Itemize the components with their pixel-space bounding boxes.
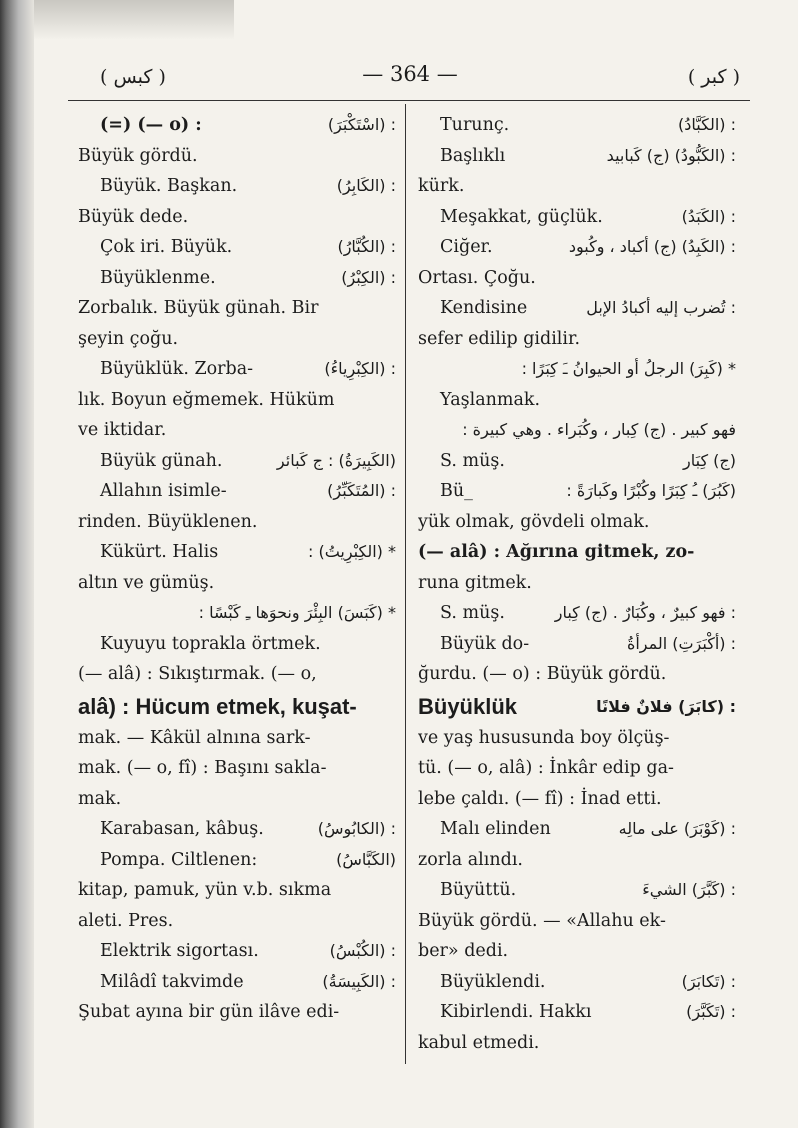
page-edge-shadow (34, 0, 234, 40)
arabic-headword: : (تَكَبَّرَ) (686, 1002, 736, 1021)
dictionary-line (418, 753, 736, 784)
arabic-headword: : (الكَابِرُ) (336, 176, 396, 195)
turkish-definition: Büyük dede. (78, 206, 189, 227)
turkish-definition: Elektrik sigortası. (100, 941, 259, 961)
turkish-definition: alâ) : Hücum etmek, kuşat- (78, 693, 357, 719)
turkish-definition: zorla alındı. (418, 849, 523, 870)
dictionary-line (78, 293, 396, 324)
turkish-definition: Kibirlendi. Hakkı (440, 1002, 592, 1022)
turkish-definition: Kendisine (440, 298, 528, 318)
arabic-headword: (ج) كِبَار (683, 450, 736, 470)
arabic-headword: : (الكَبَّادُ) (678, 115, 736, 134)
page-number: — 364 — (362, 62, 458, 86)
dictionary-line (78, 784, 396, 815)
turkish-definition: Büyük günah. (100, 450, 223, 471)
turkish-definition: Malı elinden (440, 819, 551, 839)
arabic-headword: (الكَبِيرَةُ) : ج كَبائر (276, 450, 396, 470)
dictionary-line (78, 659, 396, 690)
dictionary-line (418, 723, 736, 754)
dictionary-line (418, 845, 736, 876)
dictionary-line (418, 202, 736, 233)
arabic-headword: : فهو كبيرٌ ، وكُبَارٌ . (ج) كِبار (554, 603, 736, 622)
arabic-headword: : (اسْتَكْبَرَ) (327, 115, 396, 134)
arabic-headword: : (أكْبَرَتِ) المرأةُ (626, 633, 736, 653)
header-rule (68, 100, 750, 101)
dictionary-line (78, 629, 396, 660)
turkish-definition: Ciğer. (440, 237, 493, 257)
turkish-definition: rinden. Büyüklenen. (78, 511, 258, 532)
turkish-definition: Bü_ (440, 481, 473, 501)
turkish-definition: Büyük. Başkan. (100, 176, 238, 196)
dictionary-line (418, 629, 736, 660)
dictionary-line (418, 232, 736, 263)
turkish-definition: kabul etmedi. (418, 1032, 540, 1053)
dictionary-line (418, 141, 736, 172)
turkish-definition: mak. (78, 788, 122, 809)
dictionary-line (418, 814, 736, 845)
dictionary-line (78, 997, 396, 1028)
turkish-definition: Pompa. Ciltlenen: (100, 849, 258, 870)
dictionary-line (78, 906, 396, 937)
turkish-definition: Çok iri. Büyük. (100, 237, 233, 257)
page-header (70, 60, 750, 96)
dictionary-line (418, 476, 736, 507)
arabic-headword: : (الكِبْرُ) (341, 267, 396, 287)
arabic-headword: : (الكَبُّودُ) (ج) كَبابيد (606, 145, 736, 165)
dictionary-line (78, 936, 396, 967)
header-left-guideword: ( كبس ) (100, 66, 166, 88)
turkish-definition: ve yaş hususunda boy ölçüş- (418, 727, 670, 748)
turkish-definition: (— alâ) : Ağırına gitmek, zo- (418, 542, 695, 562)
dictionary-line (418, 537, 736, 568)
dictionary-line (418, 507, 736, 538)
dictionary-line (418, 906, 736, 937)
turkish-definition: aleti. Pres. (78, 910, 174, 931)
turkish-definition: Ortası. Çoğu. (418, 267, 536, 288)
turkish-definition: Kuyuyu toprakla örtmek. (100, 633, 321, 654)
turkish-definition: Allahın isimle- (100, 481, 227, 501)
dictionary-line: * (كَبَسَ) البِئْرَ ونحوَها ـِ كَبْسًا : (198, 603, 396, 622)
dictionary-line (78, 723, 396, 754)
turkish-definition: S. müş. (440, 603, 505, 623)
turkish-definition: runa gitmek. (418, 572, 532, 593)
turkish-definition: yük olmak, gövdeli olmak. (418, 511, 650, 532)
arabic-headword: : (كابَرَ) فلانٌ فلانًا (596, 696, 736, 716)
dictionary-line (418, 598, 736, 629)
dictionary-line (78, 415, 396, 446)
turkish-definition: Büyüttü. (440, 880, 517, 900)
arabic-headword: : (الكَبَدُ) (681, 206, 736, 226)
arabic-headword: (الكَبَّاسُ) (336, 849, 396, 869)
arabic-headword: : تُضرب إليه أكبادُ الإبل (586, 298, 736, 317)
turkish-definition: mak. — Kâkül alnına sark- (78, 727, 311, 748)
turkish-definition: Büyük do- (440, 633, 530, 654)
dictionary-line (78, 263, 396, 294)
turkish-definition: şeyin çoğu. (78, 328, 179, 349)
turkish-definition: kürk. (418, 176, 465, 196)
arabic-headword: : (الكابُوسُ) (317, 819, 396, 838)
arabic-headword: : (الكُبَّارُ) (337, 237, 396, 256)
turkish-definition: Kükürt. Halis (100, 542, 219, 562)
dictionary-line: * (كَبِرَ) الرجلُ أو الحيوانُ ـَ كِبَرًا : (521, 359, 736, 378)
dictionary-line (78, 354, 396, 385)
turkish-definition: Karabasan, kâbuş. (100, 819, 264, 839)
dictionary-line (78, 324, 396, 355)
dictionary-line (418, 1028, 736, 1059)
dictionary-line (418, 784, 736, 815)
turkish-definition: Büyüklendi. (440, 971, 546, 992)
turkish-definition: (— alâ) : Sıkıştırmak. (— o, (78, 664, 317, 684)
arabic-headword: * (الكِبْرِيتُ) : (307, 542, 396, 561)
arabic-headword: (كَبُرَ) ـُ كِبَرًا وكُبْرًا وكَبارَةً : (566, 481, 736, 500)
turkish-definition: lık. Boyun eğmemek. Hüküm (78, 389, 335, 410)
dictionary-line (78, 202, 396, 233)
turkish-definition: Zorbalık. Büyük günah. Bir (78, 298, 319, 318)
dictionary-line (78, 537, 396, 568)
turkish-definition: kitap, pamuk, yün v.b. sıkma (78, 880, 332, 900)
arabic-headword: : (تَكابَرَ) (681, 971, 736, 991)
arabic-headword: : (كَوْبَرَ) على مالِه (618, 819, 736, 838)
dictionary-line (418, 936, 736, 967)
dictionary-line (78, 446, 396, 477)
arabic-headword: : (الكَبِيسَةُ) (322, 971, 396, 991)
dictionary-line (78, 476, 396, 507)
dictionary-line (418, 967, 736, 998)
dictionary-line (78, 171, 396, 202)
column-divider (405, 104, 406, 1064)
dictionary-line (78, 690, 396, 723)
book-spine-shadow (0, 0, 34, 1128)
dictionary-line (418, 446, 736, 477)
dictionary-line (78, 507, 396, 538)
turkish-definition: Meşakkat, güçlük. (440, 206, 603, 227)
turkish-definition: Büyüklük. Zorba- (100, 359, 254, 379)
dictionary-line (418, 171, 736, 202)
dictionary-line (78, 845, 396, 876)
dictionary-line (78, 110, 396, 141)
dictionary-line (418, 324, 736, 355)
turkish-definition: mak. (— o, fî) : Başını sakla- (78, 758, 327, 778)
turkish-definition: Büyük gördü. — «Allahu ek- (418, 910, 666, 931)
arabic-headword: : (كَبَّرَ) الشيءَ (642, 880, 736, 899)
turkish-definition: Yaşlanmak. (440, 389, 541, 410)
turkish-definition: (=) (— o) : (100, 115, 202, 135)
dictionary-line (418, 659, 736, 690)
header-right-guideword: ( كبر ) (687, 66, 740, 88)
turkish-definition: ğurdu. (— o) : Büyük gördü. (418, 664, 667, 684)
dictionary-line (78, 385, 396, 416)
dictionary-line (418, 875, 736, 906)
turkish-definition: Turunç. (440, 115, 510, 135)
dictionary-line (78, 814, 396, 845)
dictionary-line (418, 690, 736, 723)
dictionary-line (418, 997, 736, 1028)
arabic-headword: : (الكِبْرِياءُ) (324, 359, 396, 378)
turkish-definition: Şubat ayına bir gün ilâve edi- (78, 1002, 340, 1022)
turkish-definition: Büyük gördü. (78, 145, 198, 166)
turkish-definition: lebe çaldı. (— fî) : İnad etti. (418, 788, 662, 809)
dictionary-line (418, 110, 736, 141)
dictionary-line (78, 232, 396, 263)
dictionary-line (418, 293, 736, 324)
dictionary-line (78, 753, 396, 784)
turkish-definition: altın ve gümüş. (78, 572, 215, 593)
arabic-headword: : (المُتَكَبِّرُ) (327, 481, 396, 500)
turkish-definition: ve iktidar. (78, 420, 167, 440)
right-column (418, 110, 736, 1058)
turkish-definition: Milâdî takvimde (100, 971, 244, 992)
dictionary-line: فهو كبير . (ج) كِبار ، وكُبَراء . وهي كبيرة : (462, 420, 736, 439)
dictionary-line (418, 263, 736, 294)
dictionary-line (418, 385, 736, 416)
arabic-headword: : (الكَبِدُ) (ج) أكباد ، وكُبود (568, 237, 736, 256)
arabic-headword: : (الكُبْسُ) (329, 941, 396, 960)
turkish-definition: sefer edilip gidilir. (418, 328, 581, 349)
dictionary-line (78, 967, 396, 998)
turkish-definition: ber» dedi. (418, 941, 509, 961)
turkish-definition: tü. (— o, alâ) : İnkâr edip ga- (418, 758, 674, 778)
dictionary-line (78, 568, 396, 599)
left-column (78, 110, 396, 1028)
turkish-definition: Büyüklük (418, 693, 518, 719)
turkish-definition: Büyüklenme. (100, 267, 216, 288)
dictionary-line (418, 568, 736, 599)
turkish-definition: S. müş. (440, 450, 505, 471)
turkish-definition: Başlıklı (440, 145, 506, 166)
dictionary-line (78, 875, 396, 906)
dictionary-line (78, 141, 396, 172)
